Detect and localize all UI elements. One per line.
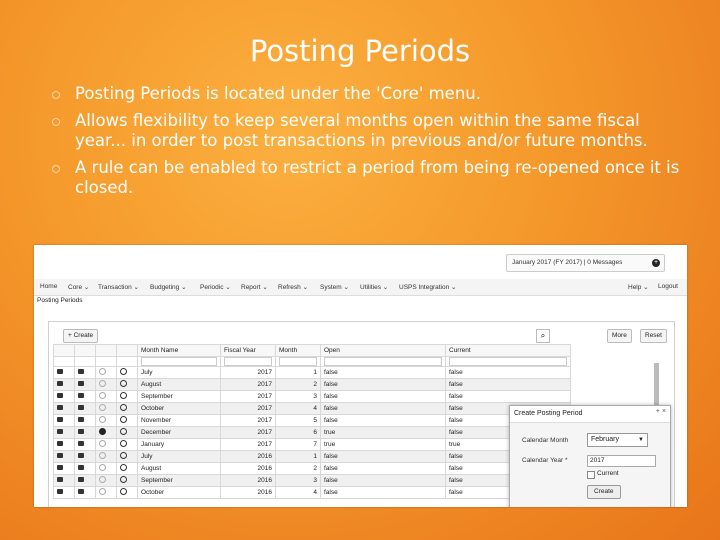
settings-icon[interactable] — [120, 404, 127, 411]
cell-month-name: November — [138, 415, 221, 427]
cell-current: true — [446, 439, 571, 451]
create-posting-period-dialog — [509, 405, 671, 507]
menu-budgeting[interactable]: Budgeting ⌄ — [150, 284, 187, 291]
dialog-controls[interactable]: + × — [655, 408, 666, 415]
folder-icon[interactable] — [78, 441, 84, 446]
cell-month-name: December — [138, 427, 221, 439]
table-header — [54, 345, 571, 357]
current-checkbox[interactable] — [587, 471, 595, 479]
cell-month-name: September — [138, 475, 221, 487]
table-row[interactable] — [54, 403, 571, 415]
check-circle-icon[interactable] — [99, 452, 106, 459]
cell-fiscal-year: 2016 — [221, 475, 276, 487]
cell-fiscal-year: 2016 — [221, 487, 276, 499]
cell-month: 2 — [276, 463, 321, 475]
check-circle-icon[interactable] — [99, 488, 106, 495]
edit-icon[interactable] — [57, 453, 63, 458]
folder-icon[interactable] — [78, 417, 84, 422]
cell-open: false — [321, 379, 446, 391]
cell-month: 3 — [276, 391, 321, 403]
bullet-item — [50, 111, 690, 152]
bullet-item — [50, 84, 690, 105]
cell-open: true — [321, 427, 446, 439]
table-row[interactable] — [54, 427, 571, 439]
edit-icon[interactable] — [57, 393, 63, 398]
chevron-down-icon: ▼ — [638, 437, 644, 443]
folder-icon[interactable] — [78, 453, 84, 458]
cell-fiscal-year: 2016 — [221, 451, 276, 463]
settings-icon[interactable] — [120, 476, 127, 483]
cell-month: 1 — [276, 367, 321, 379]
cell-current: false — [446, 475, 571, 487]
cell-fiscal-year: 2017 — [221, 439, 276, 451]
header-current[interactable]: Current — [446, 345, 571, 357]
table-row[interactable] — [54, 439, 571, 451]
bullet-text: A rule can be enabled to restrict a period from being re-opened once it is closed. — [75, 157, 680, 197]
settings-icon[interactable] — [120, 452, 127, 459]
cell-month-name: October — [138, 403, 221, 415]
cell-fiscal-year: 2017 — [221, 379, 276, 391]
folder-icon[interactable] — [78, 465, 84, 470]
cell-month-name: September — [138, 391, 221, 403]
main-menu — [34, 279, 687, 296]
add-icon[interactable]: + — [653, 259, 659, 266]
cell-current: false — [446, 367, 571, 379]
cell-current: false — [446, 427, 571, 439]
cell-fiscal-year: 2017 — [221, 367, 276, 379]
table-row[interactable] — [54, 391, 571, 403]
edit-icon[interactable] — [57, 369, 63, 374]
cell-open: true — [321, 439, 446, 451]
cell-month-name: August — [138, 379, 221, 391]
cell-month-name: July — [138, 367, 221, 379]
bullet-text: Posting Periods is located under the 'Core' menu. — [75, 84, 481, 103]
menu-home[interactable]: Home — [40, 283, 58, 290]
check-circle-icon[interactable] — [99, 464, 106, 471]
cell-current: false — [446, 463, 571, 475]
folder-icon[interactable] — [78, 393, 84, 398]
calendar-year-label: Calendar Year * — [522, 457, 568, 464]
app-header — [34, 245, 687, 280]
cell-month: 3 — [276, 475, 321, 487]
reset-button[interactable]: Reset — [640, 329, 667, 343]
menu-utilities[interactable]: Utilities ⌄ — [360, 284, 389, 291]
calendar-month-value: February — [591, 436, 620, 443]
calendar-month-select[interactable] — [587, 433, 648, 447]
menu-refresh[interactable]: Refresh ⌄ — [278, 284, 309, 291]
menu-periodic[interactable]: Periodic ⌄ — [200, 284, 231, 291]
create-button-dialog[interactable]: Create — [587, 485, 621, 499]
page-title: Posting Periods — [37, 297, 83, 304]
check-circle-icon[interactable] — [99, 476, 106, 483]
menu-usps-integration[interactable]: USPS Integration ⌄ — [399, 284, 457, 291]
cell-open: false — [321, 451, 446, 463]
cell-fiscal-year: 2017 — [221, 415, 276, 427]
folder-icon[interactable] — [78, 429, 84, 434]
check-circle-icon[interactable] — [99, 368, 106, 375]
header-month-name[interactable]: Month Name — [138, 345, 221, 357]
cell-current: false — [446, 403, 571, 415]
cell-current: false — [446, 415, 571, 427]
settings-icon[interactable] — [120, 428, 127, 435]
header-edit — [54, 345, 75, 357]
cell-month: 2 — [276, 379, 321, 391]
cell-month-name: October — [138, 487, 221, 499]
cell-current: false — [446, 487, 571, 499]
cell-open: false — [321, 463, 446, 475]
table-row[interactable] — [54, 463, 571, 475]
settings-icon[interactable] — [120, 392, 127, 399]
bullet-icon — [52, 165, 60, 173]
dialog-title: Create Posting Period — [514, 410, 583, 417]
user-status-box[interactable] — [506, 254, 665, 272]
cell-month: 4 — [276, 403, 321, 415]
cell-month: 6 — [276, 427, 321, 439]
cell-open: false — [321, 475, 446, 487]
header-approve — [96, 345, 117, 357]
check-circle-icon[interactable] — [99, 440, 106, 447]
edit-icon[interactable] — [57, 381, 63, 386]
cell-open: false — [321, 367, 446, 379]
edit-icon[interactable] — [57, 441, 63, 446]
menu-help[interactable]: Help ⌄ — [628, 284, 649, 291]
folder-icon[interactable] — [78, 405, 84, 410]
menu-core[interactable]: Core ⌄ — [68, 284, 90, 291]
folder-icon[interactable] — [78, 369, 84, 374]
more-button[interactable]: More — [607, 329, 632, 343]
settings-icon[interactable] — [120, 440, 127, 447]
create-button[interactable]: + Create — [63, 329, 98, 343]
posting-periods-table — [53, 344, 571, 499]
cell-current: false — [446, 379, 571, 391]
edit-icon[interactable] — [57, 405, 63, 410]
cell-month-name: January — [138, 439, 221, 451]
cell-open: false — [321, 415, 446, 427]
folder-icon[interactable] — [78, 381, 84, 386]
calendar-month-label: Calendar Month — [522, 437, 569, 444]
calendar-year-input[interactable]: 2017 — [587, 455, 656, 467]
check-circle-icon[interactable] — [99, 416, 106, 423]
settings-icon[interactable] — [120, 416, 127, 423]
header-month[interactable]: Month — [276, 345, 321, 357]
table-row[interactable] — [54, 415, 571, 427]
filter-current[interactable] — [449, 357, 567, 366]
check-circle-icon[interactable] — [99, 392, 106, 399]
cell-fiscal-year: 2017 — [221, 403, 276, 415]
current-label: Current — [597, 470, 619, 477]
slide-title: Posting Periods — [249, 34, 471, 68]
filter-fiscal-year[interactable] — [224, 357, 272, 366]
cell-month: 1 — [276, 451, 321, 463]
check-circle-icon[interactable] — [99, 428, 106, 435]
cell-month-name: August — [138, 463, 221, 475]
settings-icon[interactable] — [120, 380, 127, 387]
header-open-status[interactable]: Open — [321, 345, 446, 357]
table-row[interactable] — [54, 367, 571, 379]
cell-open: false — [321, 487, 446, 499]
header-open — [75, 345, 96, 357]
folder-icon[interactable] — [78, 489, 84, 494]
filter-row — [54, 357, 571, 367]
menu-system[interactable]: System ⌄ — [320, 284, 349, 291]
user-status-text: January 2017 (FY 2017) | 0 Messages — [512, 259, 623, 266]
edit-icon[interactable] — [57, 477, 63, 482]
table-row[interactable] — [54, 475, 571, 487]
dialog-body — [510, 422, 670, 507]
cell-month: 5 — [276, 415, 321, 427]
settings-icon[interactable] — [120, 368, 127, 375]
search-icon[interactable]: ⌕ — [536, 329, 550, 343]
menu-report[interactable]: Report ⌄ — [241, 284, 268, 291]
cell-month: 4 — [276, 487, 321, 499]
cell-month-name: July — [138, 451, 221, 463]
edit-icon[interactable] — [57, 489, 63, 494]
edit-icon[interactable] — [57, 429, 63, 434]
table-row[interactable] — [54, 487, 571, 499]
bullet-list — [50, 84, 690, 205]
settings-icon[interactable] — [120, 464, 127, 471]
table-row[interactable] — [54, 379, 571, 391]
filter-month[interactable] — [279, 357, 317, 366]
bullet-icon — [52, 91, 60, 99]
settings-icon[interactable] — [120, 488, 127, 495]
cell-open: false — [321, 391, 446, 403]
filter-open[interactable] — [324, 357, 442, 366]
app-screenshot — [34, 245, 687, 507]
bullet-item — [50, 158, 690, 199]
table-row[interactable] — [54, 451, 571, 463]
filter-month-name[interactable] — [141, 357, 217, 366]
cell-fiscal-year: 2017 — [221, 427, 276, 439]
edit-icon[interactable] — [57, 417, 63, 422]
bullet-text: Allows flexibility to keep several months open within the same fiscal year... in order to post transactions in previous and/or future months. — [75, 110, 648, 150]
cell-month: 7 — [276, 439, 321, 451]
header-settings — [117, 345, 138, 357]
cell-current: false — [446, 451, 571, 463]
folder-icon[interactable] — [78, 477, 84, 482]
check-circle-icon[interactable] — [99, 404, 106, 411]
edit-icon[interactable] — [57, 465, 63, 470]
cell-current: false — [446, 391, 571, 403]
check-circle-icon[interactable] — [99, 380, 106, 387]
bullet-icon — [52, 118, 60, 126]
cell-open: false — [321, 403, 446, 415]
cell-fiscal-year: 2016 — [221, 463, 276, 475]
cell-fiscal-year: 2017 — [221, 391, 276, 403]
header-fiscal-year[interactable]: Fiscal Year — [221, 345, 276, 357]
menu-logout[interactable]: Logout — [658, 283, 678, 290]
menu-transaction[interactable]: Transaction ⌄ — [98, 284, 139, 291]
